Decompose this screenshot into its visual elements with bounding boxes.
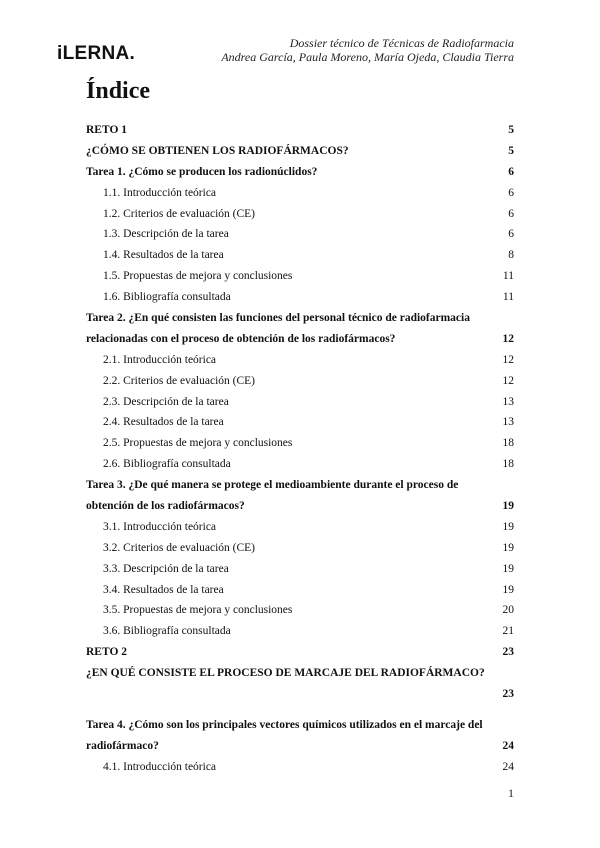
toc-entry[interactable] [86,412,514,433]
toc-entry-page: 21 [502,625,514,638]
header-authors: Andrea García, Paula Moreno, María Ojeda, Claudia Tierra [221,50,514,64]
page-number: 1 [508,786,514,800]
toc-entry-title: RETO 1 [86,124,128,136]
toc-entry[interactable] [86,329,514,350]
toc-entry-page: 18 [502,437,514,450]
toc-entry-title: Tarea 4. ¿Cómo son los principales vectores químicos utilizados en el marcaje del [86,718,483,731]
toc-entry-title: ¿EN QUÉ CONSISTE EL PROCESO DE MARCAJE DEL RADIOFÁRMACO? [86,667,485,680]
toc-entry-title: RETO 2 [86,646,128,659]
toc-entry[interactable] [86,475,514,496]
toc-entry-page: 19 [502,583,514,596]
toc-entry-title: ¿CÓMO SE OBTIENEN LOS RADIOFÁRMACOS? [86,144,349,157]
toc-entry-title: 3.1. Introducción teórica [103,520,217,533]
toc-entry-page: 12 [502,332,514,345]
toc-entry-page: 6 [508,165,514,178]
toc-entry-title: 1.4. Resultados de la tarea [103,249,224,262]
toc-entry-page: 13 [502,395,514,408]
toc-entry-page: 19 [502,500,514,513]
toc-entry-page: 19 [502,541,514,554]
toc-entry-title: radiofármaco? [86,739,159,752]
toc-entry[interactable] [86,433,514,454]
toc-entry-title: 3.5. Propuestas de mejora y conclusiones [103,604,293,617]
toc-entry[interactable] [86,715,514,736]
toc-entry[interactable] [86,621,514,642]
toc-entry[interactable] [86,559,514,580]
toc-entry[interactable] [86,736,514,757]
toc-entry-title: 2.3. Descripción de la tarea [103,395,229,408]
toc-entry-page: 24 [502,739,514,752]
toc-entry-title: relacionadas con el proceso de obtención de los radiofármacos? [86,332,396,345]
toc-entry-page: 11 [502,270,514,283]
toc-entry-page: 23 [502,646,514,659]
toc-entry[interactable] [86,162,514,183]
toc-entry-page: 13 [502,416,514,429]
toc-entry-title: 2.2. Criterios de evaluación (CE) [103,374,256,387]
toc-entry-title: 1.6. Bibliografía consultada [103,291,231,304]
toc-entry-title: 4.1. Introducción teórica [103,760,217,773]
toc-entry[interactable] [86,287,514,308]
toc-entry-title: Tarea 2. ¿En qué consisten las funciones del personal técnico de radiofarmacia [86,312,470,325]
toc-entry[interactable] [86,663,514,684]
toc-entry[interactable] [86,266,514,287]
toc-entry-page: 6 [508,186,514,199]
toc-entry[interactable] [86,183,514,204]
toc-entry-title: Tarea 1. ¿Cómo se producen los radionúclidos? [86,165,318,178]
toc-entry[interactable] [86,538,514,559]
toc-entry-title: 1.3. Descripción de la tarea [103,228,229,241]
toc-entry[interactable] [86,224,514,245]
toc-entry[interactable] [86,580,514,601]
toc-entry-page: 5 [508,124,514,136]
toc-entry[interactable] [86,684,514,705]
toc-entry-title: 1.2. Criterios de evaluación (CE) [103,207,256,220]
toc-entry[interactable] [86,757,514,778]
header-document-title: Dossier técnico de Técnicas de Radiofarmacia [289,36,514,50]
toc-entry-title: 2.4. Resultados de la tarea [103,416,224,429]
toc-entry-page: 6 [508,228,514,241]
toc-spacer [86,705,514,715]
toc-entry[interactable] [86,245,514,266]
toc-entry-title: 2.1. Introducción teórica [103,353,217,366]
toc-entry[interactable] [86,308,514,329]
toc-entry-title: 3.3. Descripción de la tarea [103,562,229,575]
toc-entry[interactable] [86,517,514,538]
toc-entry-title: 3.4. Resultados de la tarea [103,583,224,596]
toc-entry-page: 18 [502,458,514,471]
toc-entry[interactable] [86,642,514,663]
toc-entry-page: 12 [502,374,514,387]
table-of-contents [86,120,514,778]
toc-entry-page: 23 [502,688,514,701]
toc-entry-title: obtención de los radiofármacos? [86,500,245,513]
toc-entry-title: 2.6. Bibliografía consultada [103,458,231,471]
toc-entry-page: 5 [508,144,514,157]
toc-entry[interactable] [86,371,514,392]
toc-entry[interactable] [86,120,514,141]
toc-entry[interactable] [86,141,514,162]
toc-entry-page: 20 [502,604,514,617]
ilerna-logo: iLERNA. [57,43,136,64]
page-title: Índice [86,78,151,104]
toc-entry-page: 12 [502,353,514,366]
toc-entry[interactable] [86,496,514,517]
toc-entry-page: 8 [508,249,514,262]
toc-entry-title: 2.5. Propuestas de mejora y conclusiones [103,437,293,450]
toc-entry[interactable] [86,204,514,225]
toc-entry-page: 19 [502,520,514,533]
toc-entry-page: 6 [508,207,514,220]
toc-entry-title: 1.1. Introducción teórica [103,186,217,199]
toc-entry-page: 24 [502,760,514,773]
document-header [221,36,514,64]
toc-entry-title: 1.5. Propuestas de mejora y conclusiones [103,270,293,283]
toc-entry-title: Tarea 3. ¿De qué manera se protege el medioambiente durante el proceso de [86,479,459,492]
toc-entry-title: 3.6. Bibliografía consultada [103,625,231,638]
toc-entry-page: 19 [502,562,514,575]
toc-entry[interactable] [86,392,514,413]
toc-entry-page: 11 [502,291,514,304]
toc-entry[interactable] [86,454,514,475]
toc-entry[interactable] [86,600,514,621]
toc-entry[interactable] [86,350,514,371]
toc-entry-title: 3.2. Criterios de evaluación (CE) [103,541,256,554]
